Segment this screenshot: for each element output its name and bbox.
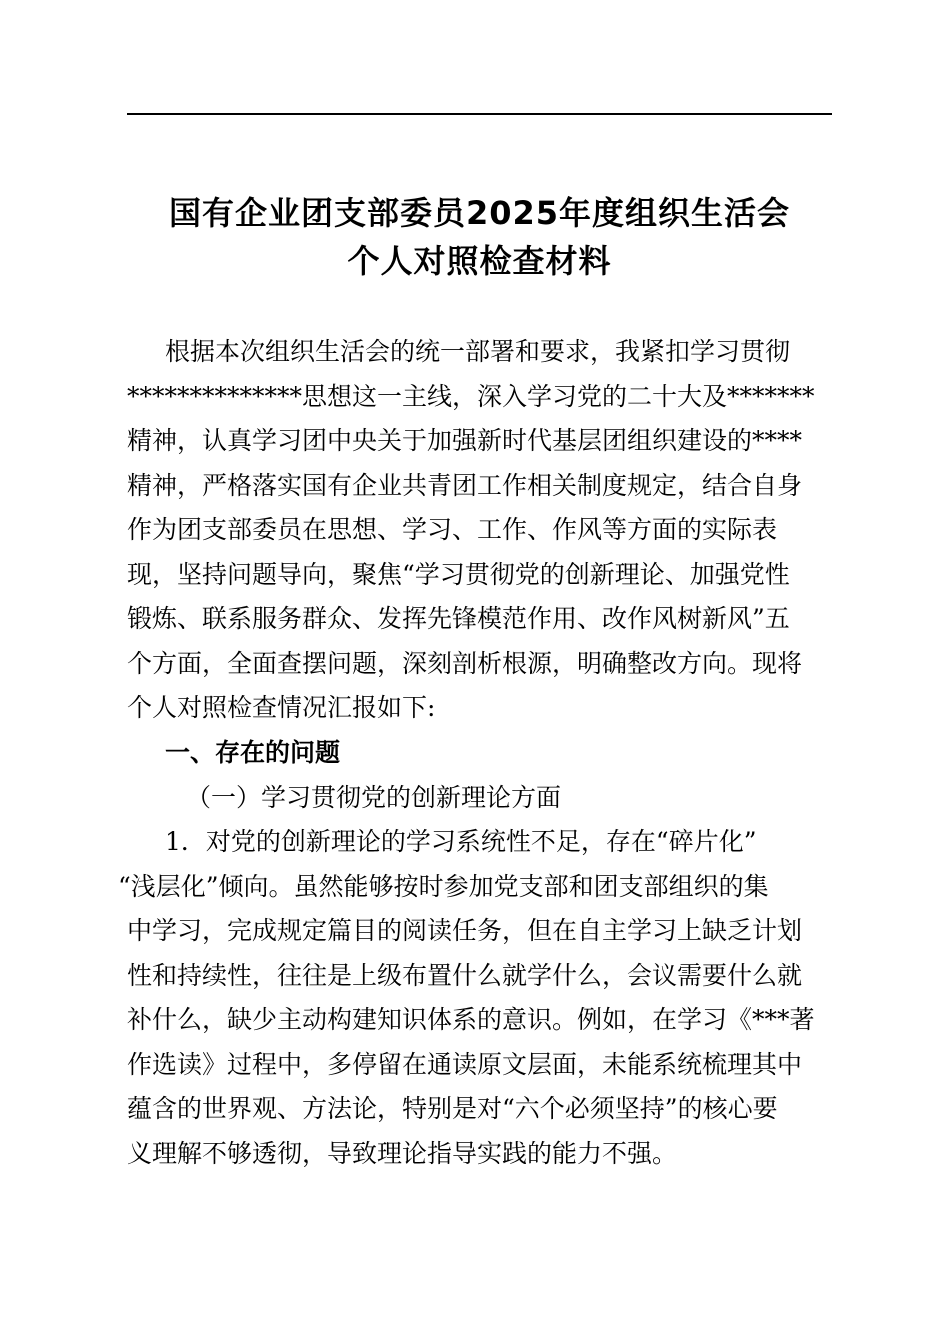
header-rule: [127, 113, 832, 115]
intro-line: 精神，严格落实国有企业共青团工作相关制度规定，结合自身: [127, 471, 803, 500]
item-line: 补什么，缺少主动构建知识体系的意识。例如，在学习《***著: [127, 1005, 815, 1034]
intro-line: 现，坚持问题导向，聚焦“学习贯彻党的创新理论、加强党性: [127, 560, 790, 589]
document-title-line1: 国有企业团支部委员2025年度组织生活会: [168, 194, 791, 232]
document-title-line2: 个人对照检查材料: [347, 242, 612, 280]
intro-line: 锻炼、联系服务群众、发挥先锋模范作用、改作风树新风”五: [127, 604, 790, 633]
item-line: 中学习，完成规定篇目的阅读任务，但在自主学习上缺乏计划: [127, 916, 803, 945]
item-line: 义理解不够透彻，导致理论指导实践的能力不强。: [127, 1139, 678, 1168]
intro-line: 个人对照检查情况汇报如下:: [127, 693, 436, 722]
subsection-heading: （一）学习贯彻党的创新理论方面: [186, 783, 562, 812]
section-heading: 一、存在的问题: [165, 738, 341, 767]
intro-line: 精神，认真学习团中央关于加强新时代基层团组织建设的****: [127, 426, 803, 455]
intro-line: 根据本次组织生活会的统一部署和要求，我紧扣学习贯彻: [165, 337, 791, 366]
item-line: 性和持续性，往往是上级布置什么就学什么，会议需要什么就: [127, 961, 803, 990]
item-line: 作选读》过程中，多停留在通读原文层面，未能系统梳理其中: [127, 1050, 803, 1079]
item-line: “浅层化”倾向。虽然能够按时参加党支部和团支部组织的集: [118, 872, 769, 901]
intro-line: **************思想这一主线，深入学习党的二十大及*******: [127, 382, 815, 411]
intro-line: 个方面，全面查摆问题，深刻剖析根源，明确整改方向。现将: [127, 649, 803, 678]
intro-line: 作为团支部委员在思想、学习、工作、作风等方面的实际表: [127, 515, 778, 544]
item-line: 蕴含的世界观、方法论，特别是对“六个必须坚持”的核心要: [127, 1094, 778, 1123]
item-line: 1．对党的创新理论的学习系统性不足，存在“碎片化”: [165, 827, 757, 856]
